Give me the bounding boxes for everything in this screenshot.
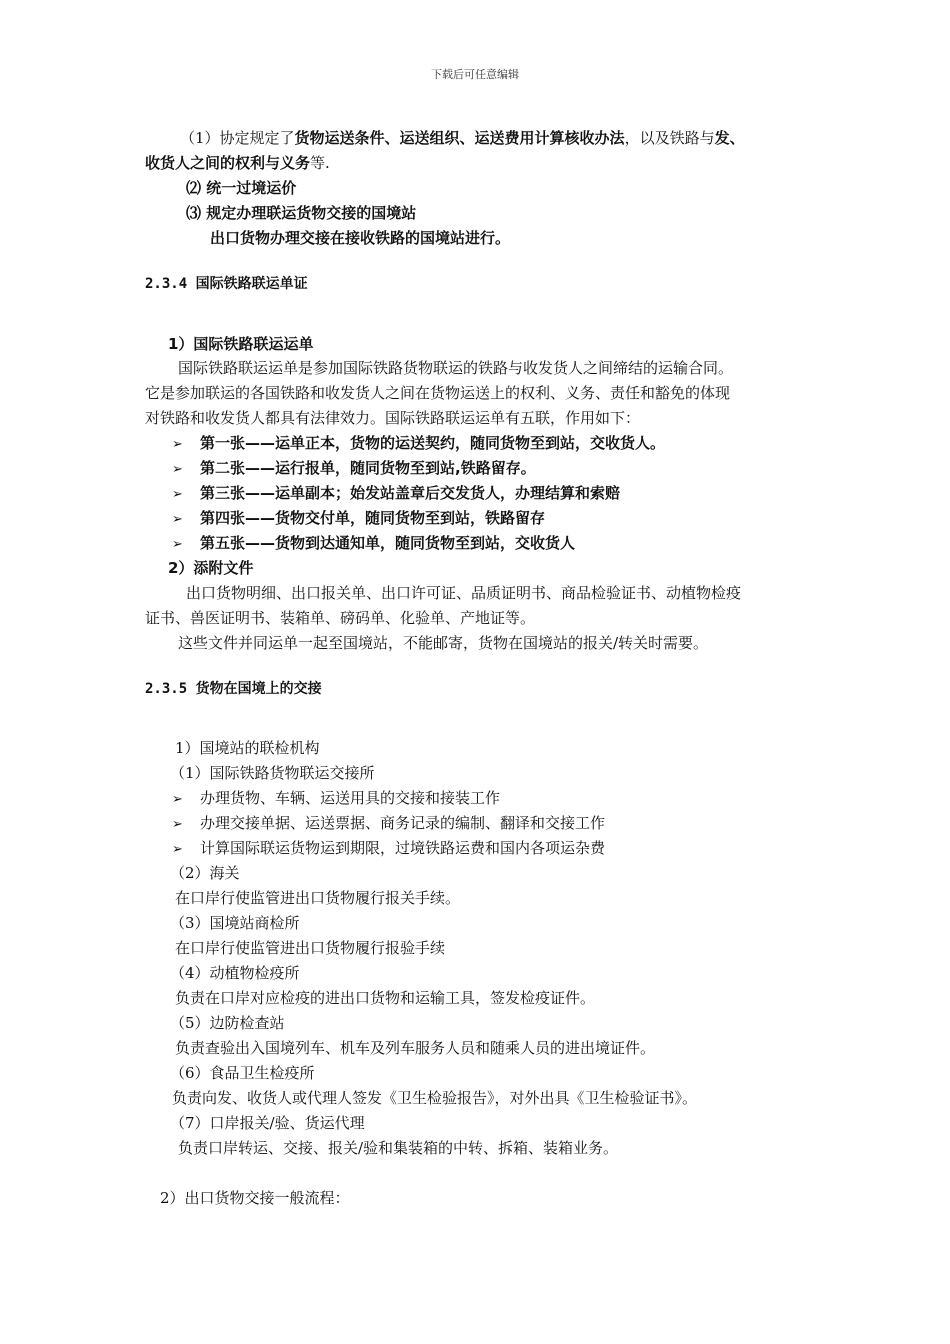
org-2-title: （2）海关 (170, 864, 240, 882)
waybill-para-line-2: 它是参加联运的各国铁路和收发货人之间在货物运送上的权利、义务、责任和豁免的体现 (145, 384, 731, 402)
subsection-waybill-title: 1）国际铁路联运运单 (168, 335, 314, 353)
org-2-description: 在口岸行使监管进出口货物履行报关手续。 (175, 889, 461, 907)
item-3-description: 出口货物办理交接在接收铁路的国境站进行。 (210, 229, 511, 247)
agreement-end: 等. (310, 154, 330, 172)
org-1-item-text: 计算国际联运货物运到期限，过境铁路运费和国内各项运杂费 (200, 839, 606, 857)
waybill-para-line-3: 对铁路和收发货人都具有法律效力。国际铁路联运运单有五联，作用如下： (145, 409, 641, 427)
attachments-note: 这些文件并同运单一起至国境站，不能邮寄，货物在国境站的报关/转关时需要。 (178, 634, 709, 652)
agreement-line-1 (180, 128, 745, 148)
agreement-pre: （1）协定规定了 (180, 129, 295, 147)
subsection-attachments-title: 2）添附文件 (168, 559, 254, 577)
org-4-description: 负责在口岸对应检疫的进出口货物和运输工具，签发检疫证件。 (175, 989, 596, 1007)
arrow-bullet-icon: ➢ (172, 817, 183, 832)
arrow-bullet-icon: ➢ (172, 512, 183, 527)
arrow-bullet-icon: ➢ (172, 462, 183, 477)
org-4-title: （4）动植物检疫所 (170, 964, 300, 982)
section-heading-2-3-4: 2.3.4 国际铁路联运单证 (145, 276, 308, 292)
org-3-description: 在口岸行使监管进出口货物履行报验手续 (175, 939, 446, 957)
copy-item-4 (172, 508, 545, 530)
item-3: ⑶ 规定办理联运货物交接的国境站 (186, 204, 417, 222)
org-6-description: 负责向发、收货人或代理人签发《卫生检验报告》，对外出具《卫生检验证书》。 (172, 1089, 698, 1107)
page-header: 下载后可任意编辑 (431, 68, 519, 81)
copy-item-2 (172, 458, 536, 480)
org-1-item-3 (172, 838, 605, 860)
arrow-bullet-icon: ➢ (172, 437, 183, 452)
copy-item-text: 第一张——运单正本，货物的运送契约，随同货物至到站，交收货人。 (200, 434, 666, 452)
org-3-title: （3）国境站商检所 (170, 914, 300, 932)
org-5-description: 负责查验出入国境列车、机车及列车服务人员和随乘人员的进出境证件。 (175, 1039, 656, 1057)
org-1-item-text: 办理交接单据、运送票据、商务记录的编制、翻译和交接工作 (200, 814, 606, 832)
agreement-mid: ，以及铁路与 (624, 129, 715, 147)
copy-item-text: 第五张——货物到达通知单，随同货物至到站，交收货人 (200, 534, 576, 552)
arrow-bullet-icon: ➢ (172, 487, 183, 502)
arrow-bullet-icon: ➢ (172, 792, 183, 807)
copy-item-text: 第四张——货物交付单，随同货物至到站，铁路留存 (200, 509, 546, 527)
agreement-bold-3: 收货人之间的权利与义务 (145, 154, 311, 172)
inspection-agencies-title: 1）国境站的联检机构 (175, 739, 320, 757)
org-7-title: （7）口岸报关/验、货运代理 (170, 1114, 365, 1132)
agreement-line-2 (145, 153, 330, 173)
org-5-title: （5）边防检查站 (170, 1014, 285, 1032)
copy-item-1 (172, 433, 665, 455)
copy-item-3 (172, 483, 620, 505)
org-1-item-1 (172, 788, 500, 810)
arrow-bullet-icon: ➢ (172, 537, 183, 552)
agreement-bold-1: 货物运送条件、运送组织、运送费用计算核收办法 (294, 129, 625, 147)
copy-item-text: 第三张——运单副本；始发站盖章后交发货人，办理结算和索赔 (200, 484, 621, 502)
org-1-title: （1）国际铁路货物联运交接所 (170, 764, 375, 782)
section-heading-2-3-5: 2.3.5 货物在国境上的交接 (145, 681, 322, 697)
copy-item-5 (172, 533, 575, 555)
waybill-para-line-1: 国际铁路联运运单是参加国际铁路货物联运的铁路与收发货人之间缔结的运输合同。 (178, 359, 734, 377)
export-flow-title: 2）出口货物交接一般流程： (160, 1189, 350, 1207)
org-6-title: （6）食品卫生检疫所 (170, 1064, 315, 1082)
attachments-para-line-1: 出口货物明细、出口报关单、出口许可证、品质证明书、商品检验证书、动植物检疫 (186, 584, 742, 602)
attachments-para-line-2: 证书、兽医证明书、装箱单、磅码单、化验单、产地证等。 (145, 609, 536, 627)
org-1-item-text: 办理货物、车辆、运送用具的交接和接装工作 (200, 789, 501, 807)
copy-item-text: 第二张——运行报单，随同货物至到站,铁路留存。 (200, 459, 536, 477)
item-2: ⑵ 统一过境运价 (186, 179, 297, 197)
arrow-bullet-icon: ➢ (172, 842, 183, 857)
org-1-item-2 (172, 813, 605, 835)
org-7-description: 负责口岸转运、交接、报关/验和集装箱的中转、拆箱、装箱业务。 (178, 1139, 619, 1157)
agreement-bold-2: 发、 (714, 129, 745, 147)
